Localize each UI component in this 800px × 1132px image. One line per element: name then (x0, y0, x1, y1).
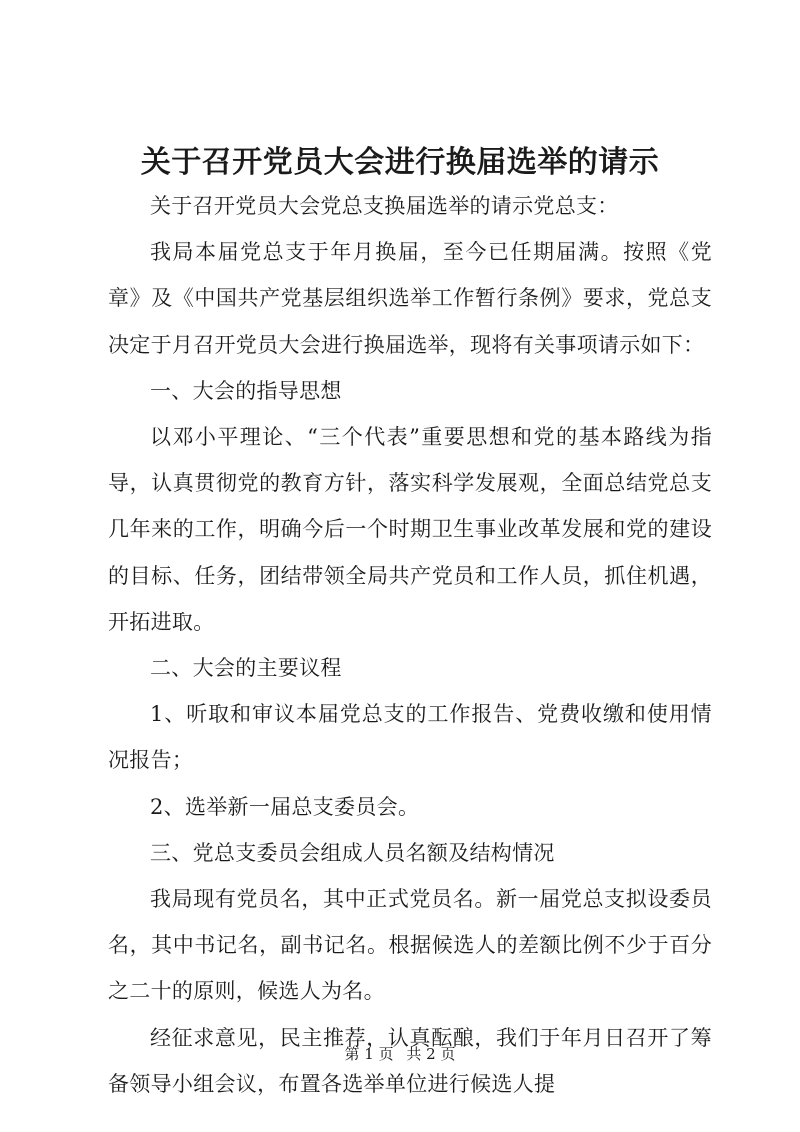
section-heading-agenda: 二、大会的主要议程 (150, 656, 342, 681)
agenda-item-2: 2、选举新一届总支委员会。 (150, 794, 420, 819)
page-number-total: 共 2 页 (406, 1045, 456, 1063)
document-body (108, 183, 712, 1107)
section-heading-committee: 三、党总支委员会组成人员名额及结构情况 (150, 840, 555, 865)
paragraph-guiding-thought: 以邓小平理论、“三个代表”重要思想和党的基本路线为指导，认真贯彻党的教育方针，落实科学发展观，全面总结党总支几年来的工作，明确今后一个时期卫生事业改革发展和党的建设的目标、任务，团结带领全局共产党员和工作人员，抓住机遇，开拓进取。 (108, 425, 712, 634)
section-heading-guiding-thought: 一、大会的指导思想 (150, 378, 342, 403)
page-number-current: 第 1 页 (344, 1045, 394, 1063)
agenda-item-1: 1、听取和审议本届党总支的工作报告、党费收缴和使用情况报告； (108, 702, 712, 773)
page-footer (0, 1043, 800, 1065)
paragraph-salutation: 关于召开党员大会党总支换届选举的请示党总支： (150, 194, 619, 218)
paragraph-background: 我局本届党总支于年月换届，至今已任期届满。按照《党章》及《中国共产党基层组织选举工作暂行条例》要求，党总支决定于月召开党员大会进行换届选举，现将有关事项请示如下： (108, 240, 712, 357)
paragraph-committee: 我局现有党员名，其中正式党员名。新一届党总支拟设委员名，其中书记名，副书记名。根据候选人的差额比例不少于百分之二十的原则，候选人为名。 (108, 887, 712, 1004)
document-title: 关于召开党员大会进行换届选举的请示 (140, 145, 660, 180)
paragraph-nomination: 经征求意见，民主推荐，认真酝酿，我们于年月日召开了筹备领导小组会议，布置各选举单位进行候选人提 (108, 1025, 712, 1096)
